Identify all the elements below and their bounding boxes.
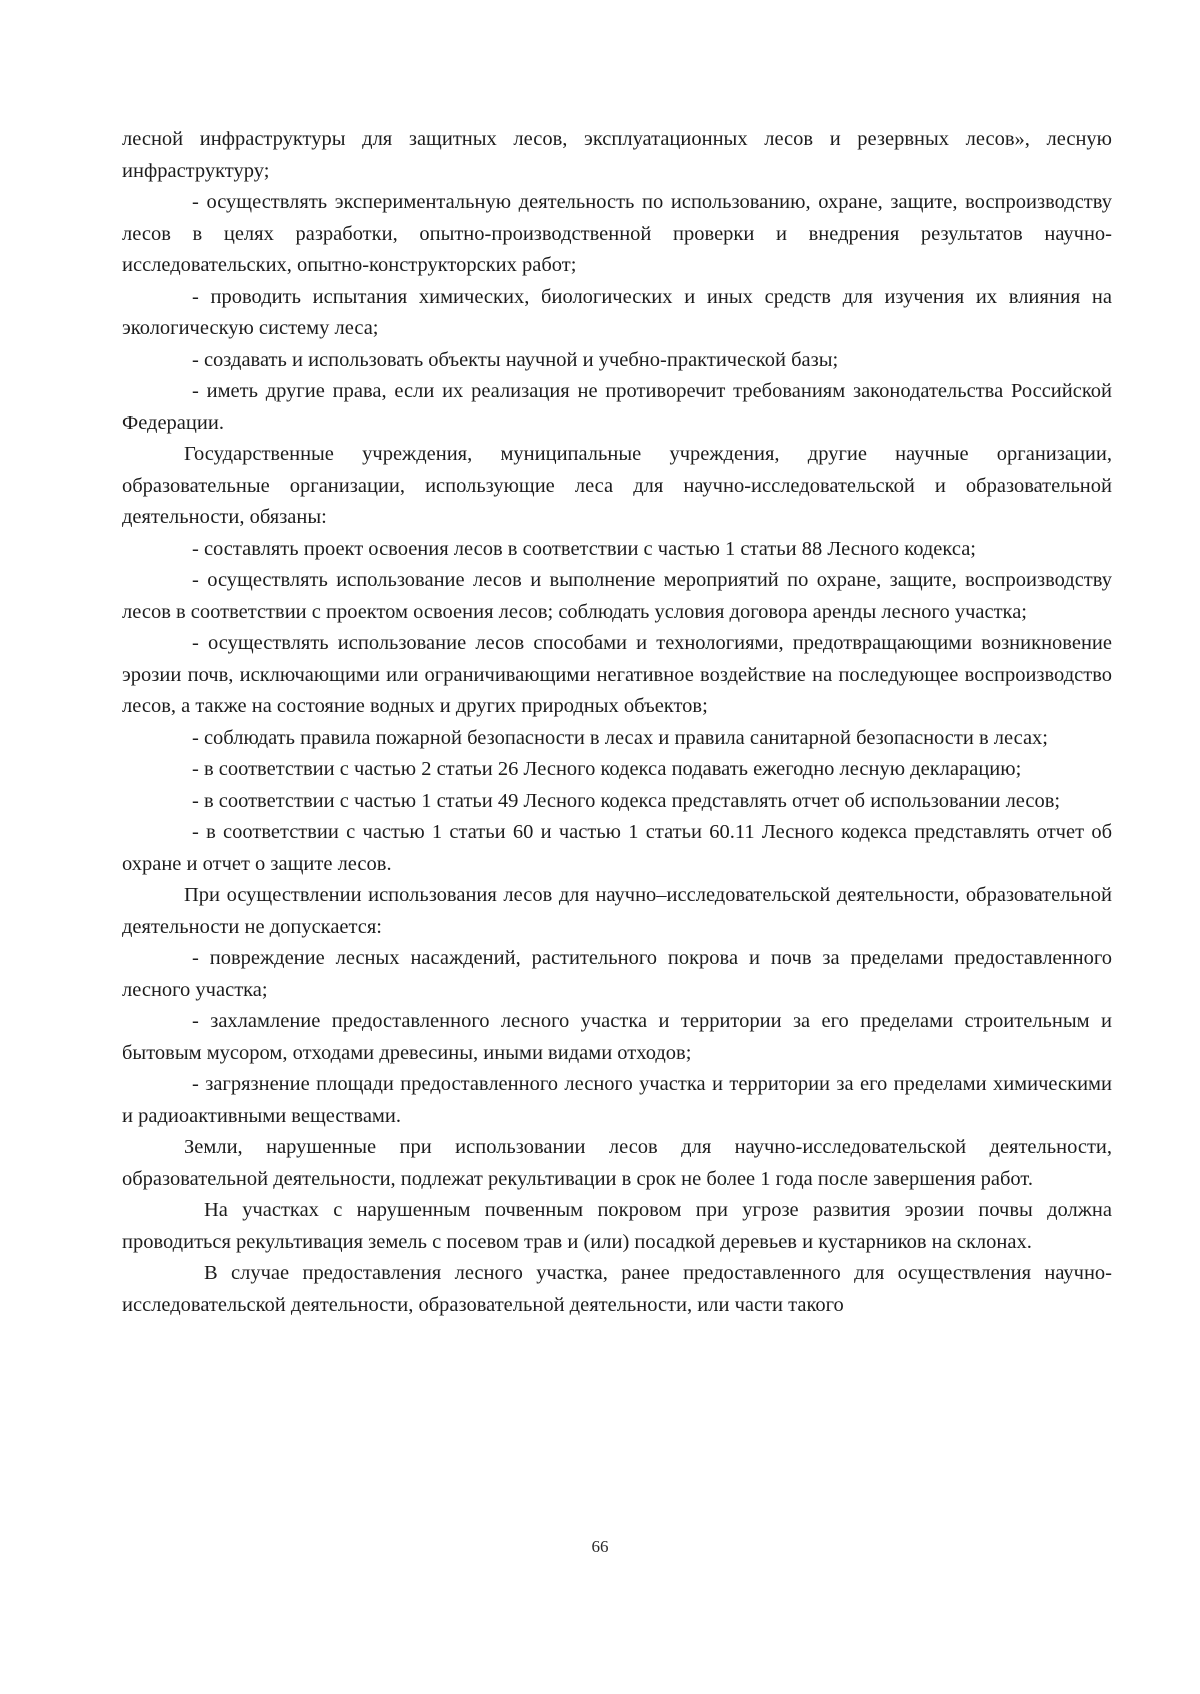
- paragraph: Государственные учреждения, муниципальные учреждения, другие научные организации, образовательные организации, использующие леса для научно-исследовательской и образовательной деятельности, обязаны:: [122, 443, 1112, 528]
- paragraph: - осуществлять использование лесов и выполнение мероприятий по охране, защите, воспроизводству лесов в соответствии с проектом освоения лесов; соблюдать условия договора аренды лесного участка;: [122, 569, 1112, 623]
- paragraph: Земли, нарушенные при использовании лесов для научно-исследовательской деятельности, образовательной деятельности, подлежат рекультивации в срок не более 1 года после завершения работ.: [122, 1136, 1112, 1190]
- paragraph: - проводить испытания химических, биологических и иных средств для изучения их влияния на экологическую систему леса;: [122, 285, 1112, 339]
- paragraph: лесной инфраструктуры для защитных лесов, эксплуатационных лесов и резервных лесов», лесную инфраструктуру;: [122, 128, 1112, 182]
- paragraph: - составлять проект освоения лесов в соответствии с частью 1 статьи 88 Лесного кодекса;: [192, 537, 976, 560]
- paragraph: - осуществлять экспериментальную деятельность по использованию, охране, защите, воспроизводству лесов в целях разработки, опытно-производственной проверки и внедрения результатов научно-исследовательских, опытно-конструкторских работ;: [122, 191, 1112, 276]
- paragraph: - захламление предоставленного лесного участка и территории за его пределами строительным и бытовым мусором, отходами древесины, иными видами отходов;: [122, 1010, 1112, 1064]
- paragraph: - загрязнение площади предоставленного лесного участка и территории за его пределами химическими и радиоактивными веществами.: [122, 1073, 1112, 1127]
- document-body: [122, 124, 1112, 1321]
- paragraph: - в соответствии с частью 2 статьи 26 Лесного кодекса подавать ежегодно лесную декларацию;: [192, 758, 1022, 780]
- paragraph: - в соответствии с частью 1 статьи 60 и частью 1 статьи 60.11 Лесного кодекса представлять отчет об охране и отчет о защите лесов.: [122, 821, 1112, 875]
- paragraph: - иметь другие права, если их реализация не противоречит требованиям законодательства Российской Федерации.: [122, 380, 1112, 434]
- paragraph: На участках с нарушенным почвенным покровом при угрозе развития эрозии почвы должна проводиться рекультивация земель с посевом трав и (или) посадкой деревьев и кустарников на склонах.: [122, 1199, 1112, 1253]
- paragraph: В случае предоставления лесного участка, ранее предоставленного для осуществления научно-исследовательской деятельности, образовательной деятельности, или части такого: [122, 1262, 1112, 1316]
- paragraph: - соблюдать правила пожарной безопасности в лесах и правила санитарной безопасности в лесах;: [192, 726, 1048, 749]
- paragraph: - осуществлять использование лесов способами и технологиями, предотвращающими возникновение эрозии почв, исключающими или ограничивающими негативное воздействие на последующее воспроизводство лесов, а также на состояние водных и других природных объектов;: [122, 632, 1112, 717]
- paragraph: - в соответствии с частью 1 статьи 49 Лесного кодекса представлять отчет об использовании лесов;: [192, 789, 1061, 812]
- paragraph: - повреждение лесных насаждений, растительного покрова и почв за пределами предоставленного лесного участка;: [122, 947, 1112, 1001]
- paragraph: - создавать и использовать объекты научной и учебно-практической базы;: [192, 348, 839, 371]
- paragraph: При осуществлении использования лесов для научно–исследовательской деятельности, образовательной деятельности не допускается:: [122, 884, 1112, 938]
- page-number: 66: [591, 1537, 609, 1556]
